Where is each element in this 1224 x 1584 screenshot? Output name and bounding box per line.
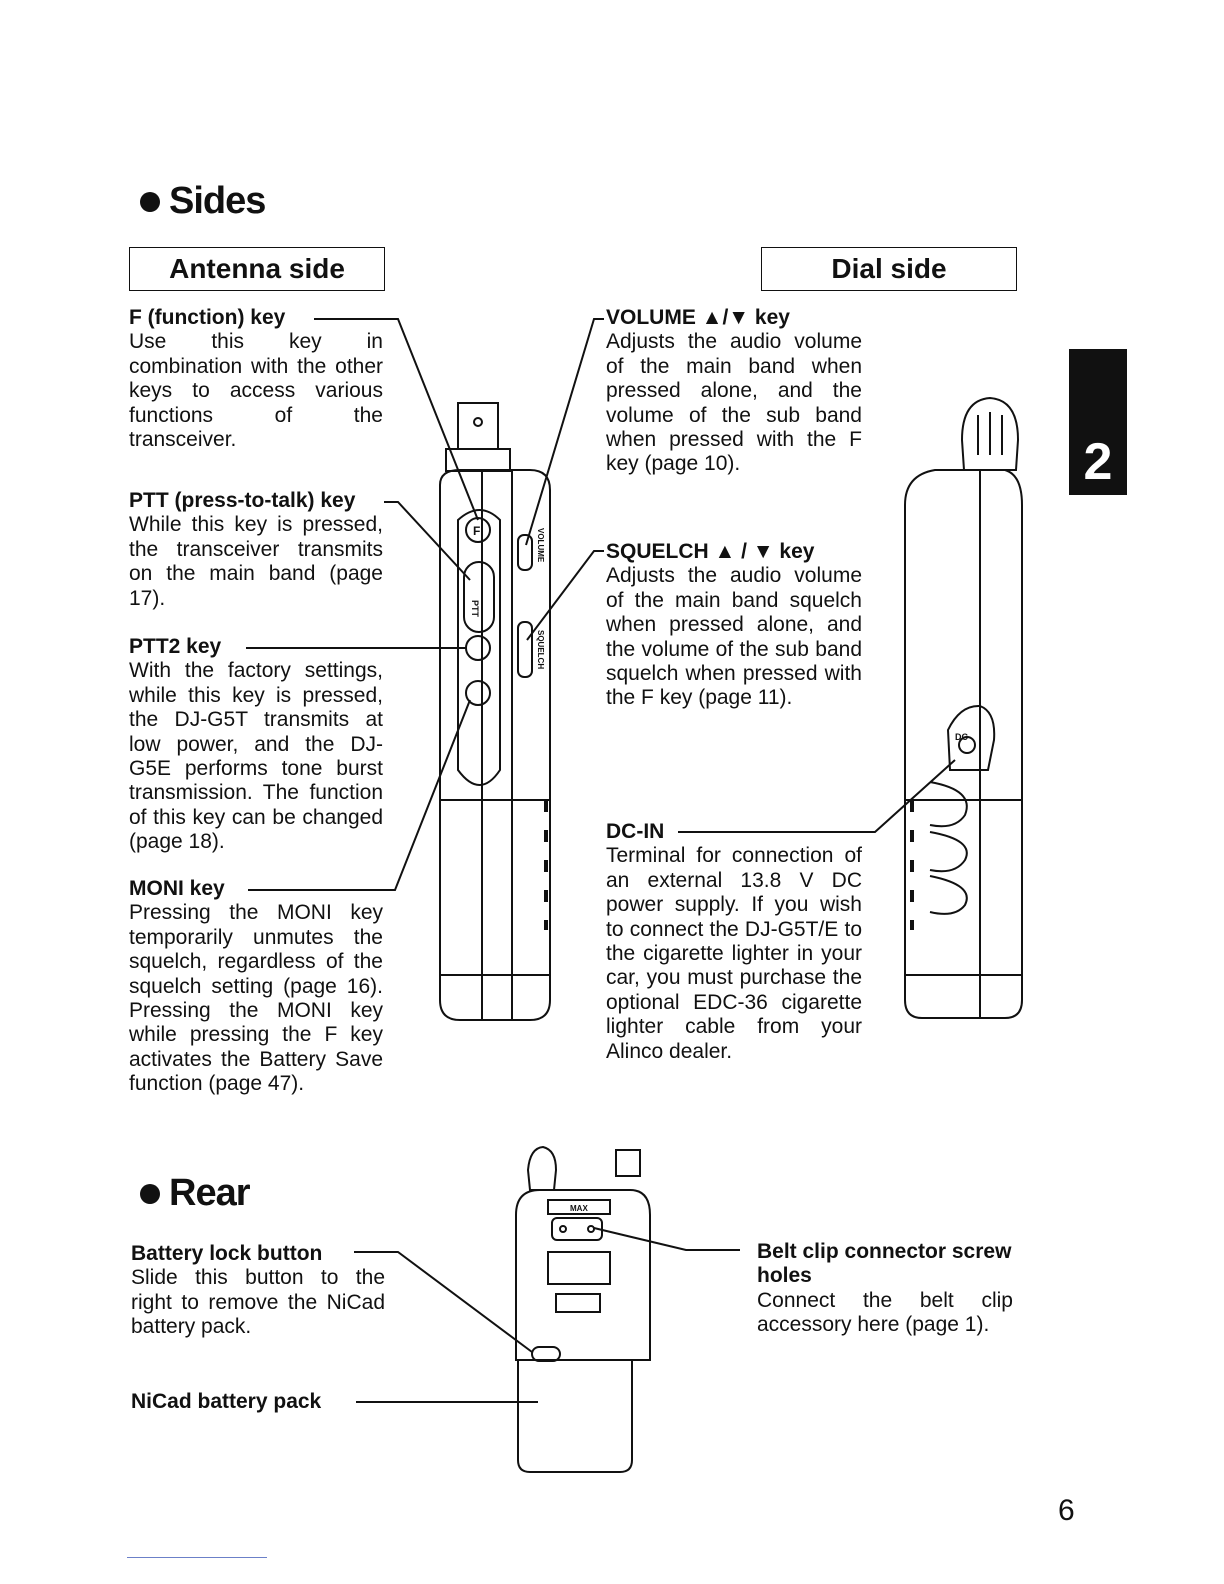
ptt2-key-body: With the factory settings, while this key is pressed, the DJ-G5T transmits at low power, and the DJ-G5E performs tone burst transmission. The function of this key can be changed (page 18). xyxy=(129,659,383,854)
radio-body-dial-side-shape xyxy=(905,470,1022,1018)
belt-clip-title: Belt clip connector screw holes xyxy=(757,1240,1012,1288)
squelch-key-title: SQUELCH ▲ / ▼ key xyxy=(606,540,815,563)
squelch-key-shape xyxy=(518,622,532,677)
dc-in-body: Terminal for connection of an external 13.8 V DC power supply. If you wish to connect the DJ-G5T/E to the cigarette lighter in your car, you must purchase the optional EDC-36 cigarette lighter cable from your Alinco dealer. xyxy=(606,844,862,1063)
grip-curve-1 xyxy=(930,782,967,826)
ptt2-key-shape xyxy=(466,636,490,660)
squelch-key-leader-line xyxy=(527,551,604,640)
battery-lock-button-shape xyxy=(532,1347,560,1361)
battery-pack-shape xyxy=(518,1360,632,1472)
screw-hole-2 xyxy=(588,1226,594,1232)
ptt-key-shape xyxy=(464,562,494,632)
volume-key-shape xyxy=(518,535,532,570)
dial-side-radio-illustration xyxy=(905,398,1022,1018)
f-key-diagram-label: F xyxy=(473,524,481,538)
max-diagram-label: MAX xyxy=(570,1204,588,1213)
rear-antenna-tip-shape xyxy=(528,1147,556,1190)
battery-lock-title: Battery lock button xyxy=(131,1242,323,1265)
page-number: 6 xyxy=(1058,1494,1075,1527)
rear-radio-illustration xyxy=(516,1147,650,1472)
moni-key-body: Pressing the MONI key temporarily unmutes the squelch, regardless of the squelch setting (page 16). Pressing the MONI key while pressing the F key activates the Battery Save function (page 47). xyxy=(129,901,383,1096)
belt-clip-body: Connect the belt clip accessory here (page 1). xyxy=(757,1288,1013,1337)
rear-title: Rear xyxy=(169,1172,250,1214)
antenna-base-shape xyxy=(446,449,510,471)
battery-lock-body: Slide this button to the right to remove the NiCad battery pack. xyxy=(131,1266,385,1339)
grip-curve-3 xyxy=(930,876,967,914)
battery-pack-title: NiCad battery pack xyxy=(131,1390,322,1413)
antenna-connector-pin xyxy=(474,418,482,426)
volume-key-body: Adjusts the audio volume of the main band when pressed alone, and the volume of the sub band when pressed with the F key (page 10). xyxy=(606,330,862,476)
ptt2-key-title: PTT2 key xyxy=(129,635,222,658)
moni-key-title: MONI key xyxy=(129,877,225,900)
dial-side-label: Dial side xyxy=(761,247,1017,291)
battery-lock-leader-line xyxy=(354,1252,532,1352)
rear-label-area xyxy=(548,1252,610,1284)
rear-antenna-connector-shape xyxy=(616,1150,640,1176)
squelch-diagram-label: SQUELCH xyxy=(536,630,545,670)
volume-diagram-label: VOLUME xyxy=(536,528,545,563)
ptt-key-title: PTT (press-to-talk) key xyxy=(129,489,356,512)
antenna-side-radio-illustration xyxy=(440,403,550,1020)
dc-diagram-label: DC xyxy=(955,732,968,742)
grip-curve-2 xyxy=(930,832,967,871)
dc-in-leader-line xyxy=(678,760,955,832)
belt-clip-leader-line xyxy=(594,1228,740,1250)
dc-in-title: DC-IN xyxy=(606,820,665,843)
moni-key-leader-line xyxy=(248,700,470,890)
ptt-key-diagram-label: PTT xyxy=(470,600,480,617)
volume-key-title: VOLUME ▲/▼ key xyxy=(606,306,790,329)
f-key-leader-line xyxy=(314,319,478,520)
chapter-tab: 2 xyxy=(1069,349,1127,495)
squelch-key-body: Adjusts the audio volume of the main band squelch when pressed alone, and the volume of the sub band squelch when pressed with the F key (page 11). xyxy=(606,564,862,710)
volume-key-leader-line xyxy=(526,319,604,545)
radio-body-side-shape xyxy=(440,470,550,1020)
rear-body-shape xyxy=(516,1190,650,1360)
screw-hole-1 xyxy=(560,1226,566,1232)
sides-title: Sides xyxy=(169,180,266,222)
f-key-title: F (function) key xyxy=(129,306,286,329)
rear-small-label-area xyxy=(556,1294,600,1312)
antenna-side-label: Antenna side xyxy=(129,247,385,291)
f-key-body: Use this key in combination with the other keys to access various functions of the transceiver. xyxy=(129,330,383,452)
ptt-key-body: While this key is pressed, the transceiver transmits on the main band (page 17). xyxy=(129,513,383,610)
